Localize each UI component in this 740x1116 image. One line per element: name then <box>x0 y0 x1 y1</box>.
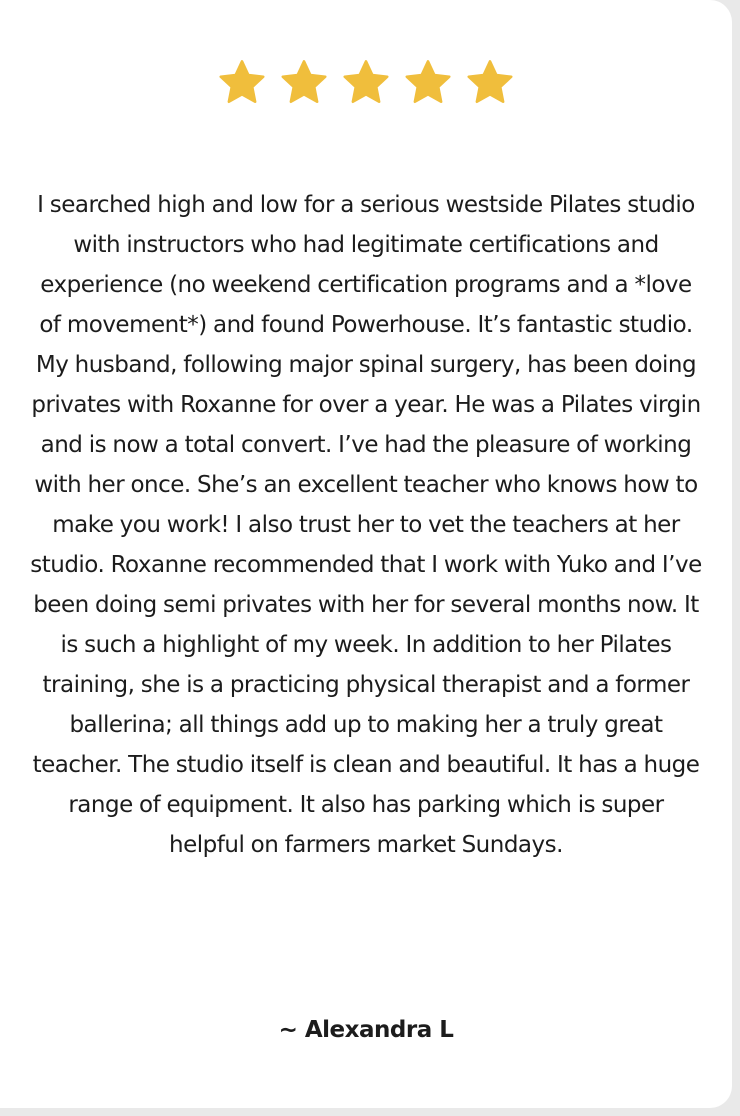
review-text: I searched high and low for a serious westside Pilates studio with instructors who had legitimate certifications and experience (no weekend certification programs and a *love of movement*) and found Powerhouse. It’s fantastic studio. My husband, following major spinal surgery, has been doing privates with Roxanne for over a year. He was a Pilates virgin and is now a total convert. I’ve had the pleasure of working with her once. She’s an excellent teacher who knows how to make you work! I also trust her to vet the teachers at her studio. Roxanne recommended that I work with Yuko and I’ve been doing semi privates with her for several months now. It is such a highlight of my week. In addition to her Pilates training, she is a practicing physical therapist and a former ballerina; all things add up to making her a truly great teacher. The studio itself is clean and beautiful. It has a huge range of equipment. It also has parking which is super helpful on farmers market Sundays. <box>30 192 702 858</box>
star-icon <box>279 58 329 108</box>
star-icon <box>465 58 515 108</box>
star-icon <box>341 58 391 108</box>
review-author: ~ Alexandra L <box>278 1017 454 1043</box>
star-icon <box>403 58 453 108</box>
star-icon <box>217 58 267 108</box>
star-rating <box>0 58 732 108</box>
